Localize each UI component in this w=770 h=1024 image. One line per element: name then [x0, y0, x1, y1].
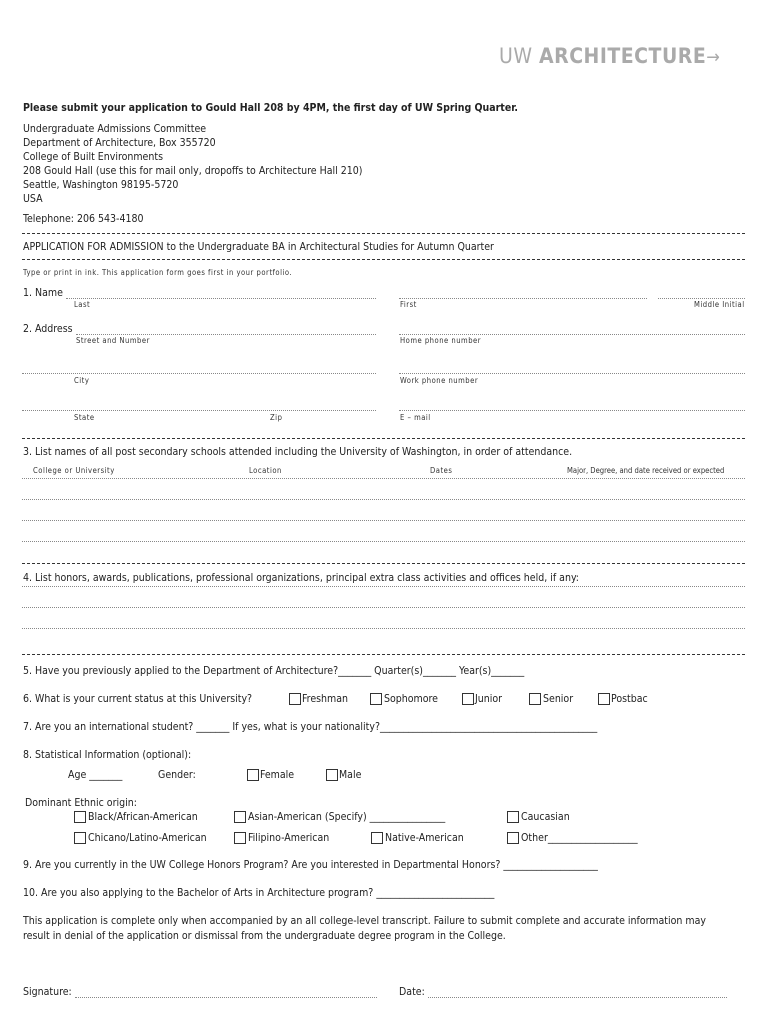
divider: [22, 563, 745, 564]
address-line: Department of Architecture, Box 355720: [23, 137, 216, 149]
name-first-field[interactable]: [399, 298, 647, 299]
q5-label: 5. Have you previously applied to the Department of Architecture?_______ Quarter(s)_______ Year(s)_______: [23, 665, 525, 677]
address-line: USA: [23, 193, 43, 205]
freshman-label: Freshman: [302, 693, 349, 705]
divider: [22, 233, 745, 234]
q9-label: 9. Are you currently in the UW College Honors Program? Are you interested in Departmental Honors? ____________________: [23, 859, 598, 871]
asian-label: Asian-American (Specify) ________________: [248, 811, 446, 823]
divider: [22, 654, 745, 655]
college-caption: College or University: [33, 466, 115, 475]
name-last-field[interactable]: [66, 298, 376, 299]
address-line: 208 Gould Hall (use this for mail only, dropoffs to Architecture Hall 210): [23, 165, 363, 177]
q10-label: 10. Are you also applying to the Bachelor of Arts in Architecture program? _________________________: [23, 887, 495, 899]
chicano-checkbox[interactable]: [74, 832, 86, 844]
honors-line[interactable]: [22, 628, 745, 629]
q1-label: 1. Name: [23, 287, 63, 299]
submit-note: Please submit your application to Gould Hall 208 by 4PM, the first day of UW Spring Quarter.: [23, 102, 518, 114]
divider: [22, 259, 745, 260]
divider: [22, 438, 745, 439]
logo-uw: UW: [499, 44, 533, 68]
other-label: Other___________________: [521, 832, 638, 844]
native-label: Native-American: [385, 832, 464, 844]
ethnic-label: Dominant Ethnic origin:: [25, 797, 137, 809]
male-label: Male: [339, 769, 362, 781]
asian-checkbox[interactable]: [234, 811, 246, 823]
telephone: Telephone: 206 543-4180: [23, 213, 144, 225]
uw-architecture-logo: [499, 44, 720, 68]
middle-caption: Middle Initial: [694, 300, 745, 309]
dates-caption: Dates: [430, 466, 453, 475]
instructions: Type or print in ink. This application form goes first in your portfolio.: [23, 268, 293, 277]
postbac-checkbox[interactable]: [598, 693, 610, 705]
work-phone-field[interactable]: [399, 373, 745, 374]
city-field[interactable]: [22, 373, 376, 374]
state-zip-field[interactable]: [22, 410, 376, 411]
filipino-label: Filipino-American: [248, 832, 330, 844]
address-line: Seattle, Washington 98195-5720: [23, 179, 179, 191]
caucasian-checkbox[interactable]: [507, 811, 519, 823]
caucasian-label: Caucasian: [521, 811, 570, 823]
name-middle-field[interactable]: [658, 298, 745, 299]
form-title: APPLICATION FOR ADMISSION to the Undergraduate BA in Architectural Studies for Autumn Quarter: [23, 241, 494, 253]
disclaimer-line: result in denial of the application or dismissal from the undergraduate degree program in the College.: [23, 930, 506, 942]
honors-line[interactable]: [22, 586, 745, 587]
schools-line[interactable]: [22, 541, 745, 542]
postbac-label: Postbac: [611, 693, 648, 705]
date-field[interactable]: [428, 997, 727, 998]
senior-checkbox[interactable]: [529, 693, 541, 705]
black-label: Black/African-American: [88, 811, 198, 823]
arrow-icon: →: [706, 47, 721, 68]
date-label: Date:: [399, 986, 425, 998]
email-caption: E – mail: [400, 413, 431, 422]
logo-architecture: ARCHITECTURE: [539, 44, 707, 68]
q3-label: 3. List names of all post secondary schools attended including the University of Washington, in order of attendance.: [23, 446, 573, 458]
female-label: Female: [260, 769, 295, 781]
street-field[interactable]: [76, 334, 376, 335]
freshman-checkbox[interactable]: [289, 693, 301, 705]
q8-label: 8. Statistical Information (optional):: [23, 749, 192, 761]
honors-line[interactable]: [22, 607, 745, 608]
junior-label: Junior: [475, 693, 503, 705]
schools-line[interactable]: [22, 499, 745, 500]
q6-label: 6. What is your current status at this University?: [23, 693, 253, 705]
native-checkbox[interactable]: [371, 832, 383, 844]
email-field[interactable]: [399, 410, 745, 411]
schools-line[interactable]: [22, 478, 745, 479]
schools-line[interactable]: [22, 520, 745, 521]
age-field[interactable]: Age _______: [68, 769, 123, 781]
major-caption: Major, Degree, and date received or expected: [567, 466, 725, 475]
signature-label: Signature:: [23, 986, 72, 998]
city-caption: City: [74, 376, 90, 385]
junior-checkbox[interactable]: [462, 693, 474, 705]
black-checkbox[interactable]: [74, 811, 86, 823]
home-phone-field[interactable]: [399, 334, 745, 335]
zip-caption: Zip: [270, 413, 283, 422]
signature-field[interactable]: [75, 997, 377, 998]
last-caption: Last: [74, 300, 91, 309]
state-caption: State: [74, 413, 95, 422]
other-checkbox[interactable]: [507, 832, 519, 844]
senior-label: Senior: [543, 693, 574, 705]
address-line: College of Built Environments: [23, 151, 163, 163]
filipino-checkbox[interactable]: [234, 832, 246, 844]
male-checkbox[interactable]: [326, 769, 338, 781]
chicano-label: Chicano/Latino-American: [88, 832, 207, 844]
sophomore-checkbox[interactable]: [370, 693, 382, 705]
address-line: Undergraduate Admissions Committee: [23, 123, 207, 135]
q7-label: 7. Are you an international student? _______ If yes, what is your nationality?______________________________________________: [23, 721, 598, 733]
location-caption: Location: [249, 466, 282, 475]
first-caption: First: [400, 300, 417, 309]
work-phone-caption: Work phone number: [400, 376, 479, 385]
female-checkbox[interactable]: [247, 769, 259, 781]
sophomore-label: Sophomore: [384, 693, 438, 705]
gender-label: Gender:: [158, 769, 196, 781]
disclaimer-line: This application is complete only when accompanied by an all college-level transcript. Failure to submit complete and accurate information may: [23, 915, 706, 927]
q2-label: 2. Address: [23, 323, 73, 335]
home-phone-caption: Home phone number: [400, 336, 482, 345]
q4-label: 4. List honors, awards, publications, professional organizations, principal extra class activities and offices held, if any:: [23, 572, 579, 584]
street-caption: Street and Number: [76, 336, 150, 345]
